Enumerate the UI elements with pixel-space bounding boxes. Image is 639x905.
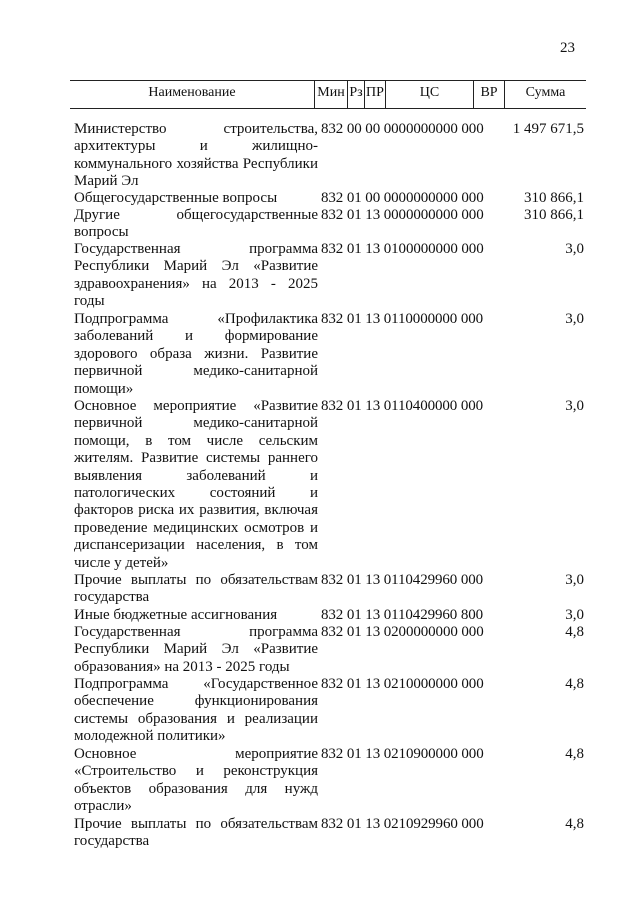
row-name: Государственная программа Республики Марий Эл «Развитие образования» на 2013 - 2025 годы: [74, 624, 318, 675]
row-code: 832 01 13 0110000000 000: [321, 311, 484, 327]
row-code: 832 01 13 0200000000 000: [321, 624, 484, 640]
header-sum: Сумма: [525, 85, 566, 100]
row-name: Прочие выплаты по обязательствам государства: [74, 816, 318, 850]
row-name: Государственная программа Республики Марий Эл «Развитие здравоохранения» на 2013 - 2025 годы: [74, 241, 318, 310]
row-amount: 4,8: [565, 624, 584, 640]
page-number: 23: [560, 40, 575, 56]
row-amount: 4,8: [565, 816, 584, 832]
row-amount: 4,8: [565, 676, 584, 692]
header-pr: ПР: [366, 85, 384, 100]
row-name: Подпрограмма «Профилактика заболеваний и формирование здорового образа жизни. Развитие первичной медико-санитарной помощи»: [74, 311, 318, 397]
row-amount: 3,0: [565, 607, 584, 623]
table-header: [70, 80, 586, 109]
row-amount: 310 866,1: [524, 207, 584, 223]
row-name: Основное мероприятие «Развитие первичной медико-санитарной помощи, в том числе сельским жителям. Развитие системы раннего выявления заболеваний и патологических состояний и факторов риска их развития, включая проведение медицинских осмотров и диспансеризации населения, в том числе у детей»: [74, 398, 318, 571]
header-vr: ВР: [480, 85, 498, 100]
row-amount: 3,0: [565, 398, 584, 414]
row-name: Прочие выплаты по обязательствам государства: [74, 572, 318, 606]
row-code: 832 01 13 0110429960 800: [321, 607, 484, 623]
header-name: Наименование: [148, 85, 236, 100]
row-name: Основное мероприятие «Строительство и реконструкция объектов образования для нужд отрасли»: [74, 746, 318, 815]
header-min: Мин: [317, 85, 345, 100]
row-amount: 310 866,1: [524, 190, 584, 206]
row-amount: 3,0: [565, 311, 584, 327]
row-amount: 4,8: [565, 746, 584, 762]
row-name: Другие общегосударственные вопросы: [74, 207, 318, 241]
row-name: Иные бюджетные ассигнования: [74, 607, 278, 623]
row-name: Общегосударственные вопросы: [74, 190, 278, 206]
row-code: 832 01 13 0000000000 000: [321, 207, 484, 223]
row-code: 832 01 13 0100000000 000: [321, 241, 484, 257]
row-code: 832 01 13 0210929960 000: [321, 816, 484, 832]
row-code: 832 00 00 0000000000 000: [321, 121, 484, 137]
row-amount: 1 497 671,5: [512, 121, 584, 137]
row-code: 832 01 13 0210000000 000: [321, 676, 484, 692]
header-rz: Рз: [349, 85, 363, 100]
row-amount: 3,0: [565, 241, 584, 257]
row-amount: 3,0: [565, 572, 584, 588]
row-code: 832 01 13 0210900000 000: [321, 746, 484, 762]
row-code: 832 01 13 0110400000 000: [321, 398, 484, 414]
row-code: 832 01 00 0000000000 000: [321, 190, 484, 206]
row-name: Министерство строительства, архитектуры и жилищно-коммунального хозяйства Республики Марий Эл: [74, 121, 318, 190]
header-cs: ЦС: [419, 85, 440, 100]
row-code: 832 01 13 0110429960 000: [321, 572, 484, 588]
row-name: Подпрограмма «Государственное обеспечение функционирования системы образования и реализации молодежной политики»: [74, 676, 318, 745]
